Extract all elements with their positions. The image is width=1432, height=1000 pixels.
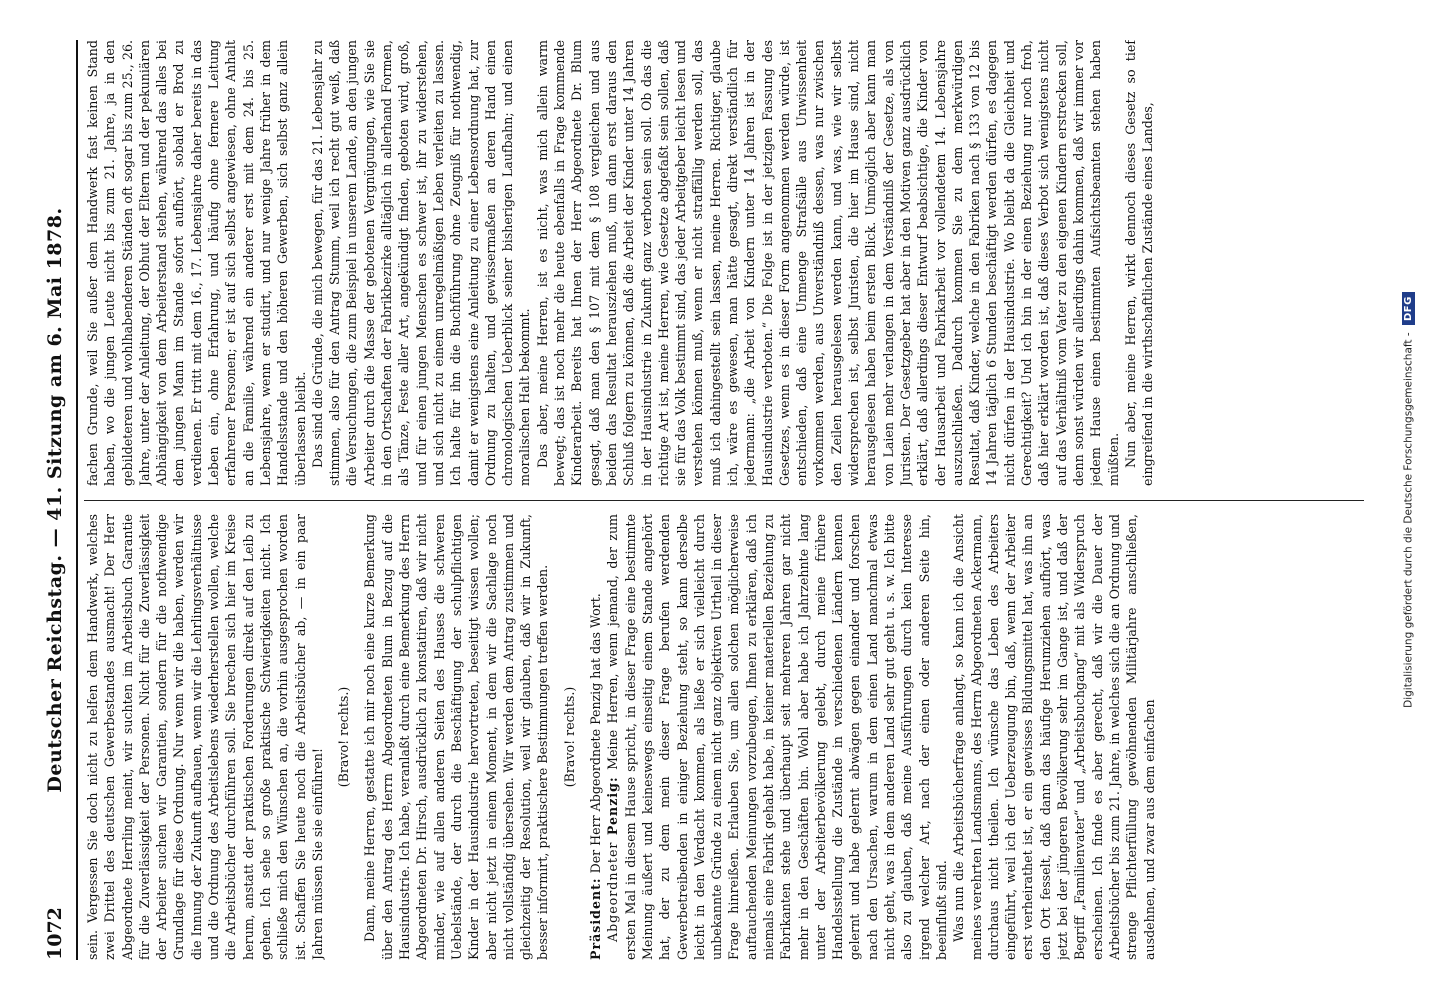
speech-text: Meine Herren, wenn jemand, der zum ersten Mal in diesem Hause spricht, in dieser Frage eine bestimmte Meinung äußert und keineswegs einseitig einem Stande angehört hat, der zu dem mein dieser Frage berufen werdenden Gewerbetreibenden in einiger Beziehung steht, so kann derselbe leicht in den Verdacht kommen, als ließe er sich vielleicht durch unbekannte Gründe zu einem nicht ganz objektiven Urtheil in dieser Frage hinreißen. Erlauben Sie, um allen solchen möglicherweise auftauchenden Meinungen vorzubeugen, Ihnen zu erklären, daß ich niemals eine Fabrik gehabt habe, in keiner materiellen Beziehung zu Fabrikanten stehe und überhaupt seit mehreren Jahren gar nicht mehr in den Geschäften bin. Wohl aber habe ich Jahrzehnte lang unter der Arbeiterbevölkerung gelebt, durch meine frühere Handelsstellung die Zustände in verschiedenen Ländern kennen gelernt und habe gelernt abwägen gegen einander und forschen nach den Ursachen, warum in dem einen Land manchmal etwas nicht geht, was in dem anderen Land sehr gut geht u. s. w. Ich bitte also zu glauben, daß meine Ausführungen durch kein Interesse irgend welcher Art, nach der einen oder anderen Seite hin, beeinflußt sind. bbox=[605, 514, 949, 960]
applause-note: (Bravo! rechts.) bbox=[561, 686, 577, 788]
speaker-intro: Abgeordneter bbox=[605, 841, 621, 942]
credit-text: Digitalisierung gefördert durch die Deutsche Forschungsgemeinschaft - bbox=[1402, 332, 1415, 708]
speaker-name: Penzig: bbox=[605, 776, 621, 836]
paragraph: sein. Vergessen Sie doch nicht zu helfen dem Handwerk, welches zwei Drittel des deutschen Gewerbestandes ausmacht! Der Herr Abgeordnete Herrling meint, wir suchten im Arbeitsbuch Garantie für die Zuverlässigkeit der Personen. Nicht für die Zuverlässigkeit der Arbeiter suchen wir Garantien, sondern für die nothwendige Grundlage für diese Ordnung. Nur wenn wir die haben, werden wir die Innung der Zukunft aufbauen, wenn wir die Lehrlingsverhältnisse und die Ordnung des Arbeitslebens wiederherstellen wollen, welche die Arbeitsbücher durchführen soll. Sie brechen sich hier im Kreise herum, anstatt der praktischen Forderungen direkt auf den Leib zu gehen. Ich sehe so große praktische Schwierigkeiten nicht. Ich schließe mich den Wünschen an, die vorhin ausgesprochen worden ist. Schaffen Sie heute noch die Arbeitsbücher ab, — in ein paar Jahren müssen Sie sie einführen! bbox=[85, 514, 325, 960]
text-column-right bbox=[84, 40, 1364, 486]
page-number: 1072 bbox=[44, 907, 66, 960]
applause-note: (Bravo! rechts.) bbox=[336, 686, 352, 788]
speech-paragraph bbox=[604, 514, 950, 960]
paragraph: Nun aber, meine Herren, wirkt dennoch dieses Gesetz so tief eingreifend in die wirthschaftlichen Zustände eines Landes, bbox=[1122, 40, 1156, 486]
header-rule bbox=[76, 40, 78, 960]
dfg-logo: DFG bbox=[1402, 292, 1415, 325]
page-header bbox=[38, 40, 72, 960]
text-column-left bbox=[84, 514, 1364, 960]
paragraph: fachen Grunde, weil Sie außer dem Handwerk fast keinen Stand haben, wo die jungen Leute nicht bis zum 21. Jahre, ja in den gebildeteren und wohlhabenderen Ständen oft sogar bis zum 25., 26. Jahre, unter der Anleitung, der Obhut der Eltern und der pekuniären Abhängigkeit von dem Arbeiterstand stehen, während das alles bei dem jungen Mann im Stande sofort aufhört, sobald er Brod zu verdienen. Er tritt mit dem 16., 17. Lebensjahre daher bereits in das Leben ein, ohne Erfahrung, und häufig ohne fernere Leitung erfahrener Personen; er ist auf sich selbst angewiesen, ohne Anhalt an die Familie, während ein anderer erst mit dem 24. bis 25. Lebensjahre, wenn er studirt, und nur wenige Jahre früher in dem Handelsstande und den höheren Gewerben, sich selbst ganz allein überlassen bleibt. bbox=[85, 40, 308, 486]
column-rule bbox=[84, 500, 1364, 501]
paragraph: Das aber, meine Herren, ist es nicht, was mich allein warm bewegt; das ist noch mehr die heute ebenfalls in Frage kommende Kinderarbeit. Bereits hat Ihnen der Herr Abgeordnete Dr. Blum gesagt, daß man den § 107 mit dem § 108 vergleichen und aus beiden das Resultat herausziehen muß, um dann erst daraus den Schluß folgern zu können, daß die Arbeit der Kinder unter 14 Jahren in der Hausindustrie in Zukunft ganz verboten sein soll. Ob das die richtige Art ist, meine Herren, wie Gesetze abgefaßt sein sollen, daß sie für das Volk bestimmt sind, das jeder Arbeitgeber leicht lesen und verstehen können muß, wenn er nicht straffällig werden soll, das muß ich dahingestellt sein lassen, meine Herren. Richtiger, glaube ich, wäre es gewesen, man hätte gesagt, direkt verständlich für jedermann: „die Arbeit von Kindern unter 14 Jahren ist in der Hausindustrie verboten.“ Die Folge ist in der jetzigen Fassung des Gesetzes, wenn es in dieser Form angenommen werden würde, ist entschieden, daß eine Unmenge Strafsälle aus Unwissenheit vorkommen werden, aus Unverständniß dessen, was nur zwischen den Zeilen herausgelesen werden kann, und was, wie wir selbst widersprechen ist, selbst Juristen, die hier im Hause sind, nicht herausgelesen haben beim ersten Blick. Unmöglich aber kann man von Laien mehr verlangen in dem Verständniß der Gesetze, als von Juristen. Der Gesetzgeber hat aber in den Motiven ganz ausdrücklich erklärt, daß allerdings dieser Entwurf beabsichtige, die Kinder von der Hausarbeit und Fabrikarbeit vor vollendetem 14. Lebensjahre auszuschließen. Dadurch kommen Sie zu dem merkwürdigen Resultat, daß Kinder, welche in den Fabriken nach § 133 von 12 bis 14 Jahren täglich 6 Stunden beschäftigt werden dürfen, es dagegen nicht dürfen in der Hausindustrie. Wo bleibt da die Gleichheit und Gerechtigkeit? Und ich bin in der einen Beziehung nur noch froh, daß hier erklärt worden ist, daß dieses Verbot sich wenigstens nicht auf das Verhältniß vom Vater zu den eigenen Kindern erstrecken soll, denn sonst würden wir allerdings dahin kommen, daß wir immer vor jedem Hause einen bestimmten Aufsichtsbeamten stehen haben müßten. bbox=[534, 40, 1121, 486]
president-statement bbox=[587, 514, 604, 960]
paragraph: Was nun die Arbeitsbücherfrage anlangt, so kann ich die Ansicht meines verehrten Landsmanns, des Herrn Abgeordneten Ackermann, durchaus nicht theilen. Ich wünsche das Leben des Arbeiters eingeführt, weil ich der Ueberzeugung bin, daß, wenn der Arbeiter erst verheirathet ist, er ein gewisses Bildungsmittel hat, was ihn an den Ort fesselt, daß dann das häufige Herumziehen aufhört, was jetzt bei der jüngeren Bevölkerung sehr im Gange ist, und daß der Begriff „Familienvater“ und „Arbeitsbuchgang“ mit als Widerspruch erscheinen. Ich finde es aber gerecht, daß wir die Dauer der Arbeitsbücher bis zum 21. Jahre, in welches sich die an Ordnung und strenge Pflichterfüllung gewöhnenden Militärjahre anschließen, ausdehnen, und zwar aus dem einfachen bbox=[951, 514, 1157, 960]
paragraph: Dann, meine Herren, gestatte ich mir noch eine kurze Bemerkung über den Antrag des Herrn Abgeordneten Blum in Bezug auf die Hausindustrie. Ich habe, veranlaßt durch eine Bemerkung des Herrn Abgeordneten Dr. Hirsch, ausdrücklich zu konstatiren, daß wir nicht minder, wie auf allen anderen Seiten des Hauses die schweren Uebelstände, der durch die Beschäftigung der schulpflichtigen Kinder in der Hausindustrie hervortreten, beseitigt wissen wollen; aber nicht jetzt in einem Moment, in dem wir die Sachlage noch nicht vollständig übersehen. Wir werden dem Antrag zustimmen und gleichzeitig der Resolution, weil wir glauben, daß wir in Zukunft, besser informirt, praktischere Bestimmungen treffen werden. bbox=[362, 514, 551, 960]
paragraph: Das sind die Gründe, die mich bewegen, für das 21. Lebensjahr zu stimmen, also für den Antrag Stumm, weil ich recht gut weiß, daß die Versuchungen, die zum Beispiel in unserem Lande, an den jungen Arbeiter durch die Masse der gebotenen Vergnügungen, wie Sie sie in den Ortschaften der Fabrikbezirke alltäglich in allerhand Formen, als Tänze, Feste aller Art, angekündigt finden, geboten wird, groß, und für einen jungen Menschen es schwer ist, ihr zu widerstehen, und sich nicht zu einem unregelmäßigen Leben verleiten zu lassen. Ich halte für ihn die Buchführung ohne Zeugniß für nothwendig, damit er wenigstens eine Anleitung zu einer Lebensordnung hat, zur Ordnung zu halten, und gewissermaßen an deren Hand einen chronologischen Ueberblick seiner bisherigen Laufbahn; und einen moralischen Halt bekommt. bbox=[309, 40, 533, 486]
digitization-credit bbox=[1402, 0, 1415, 1000]
president-text: Der Herr Abgeordnete Penzig hat das Wort. bbox=[588, 593, 604, 874]
running-title: Deutscher Reichstag. — 41. Sitzung am 6. Mai 1878. bbox=[44, 207, 66, 793]
president-label: Präsident: bbox=[588, 877, 604, 960]
